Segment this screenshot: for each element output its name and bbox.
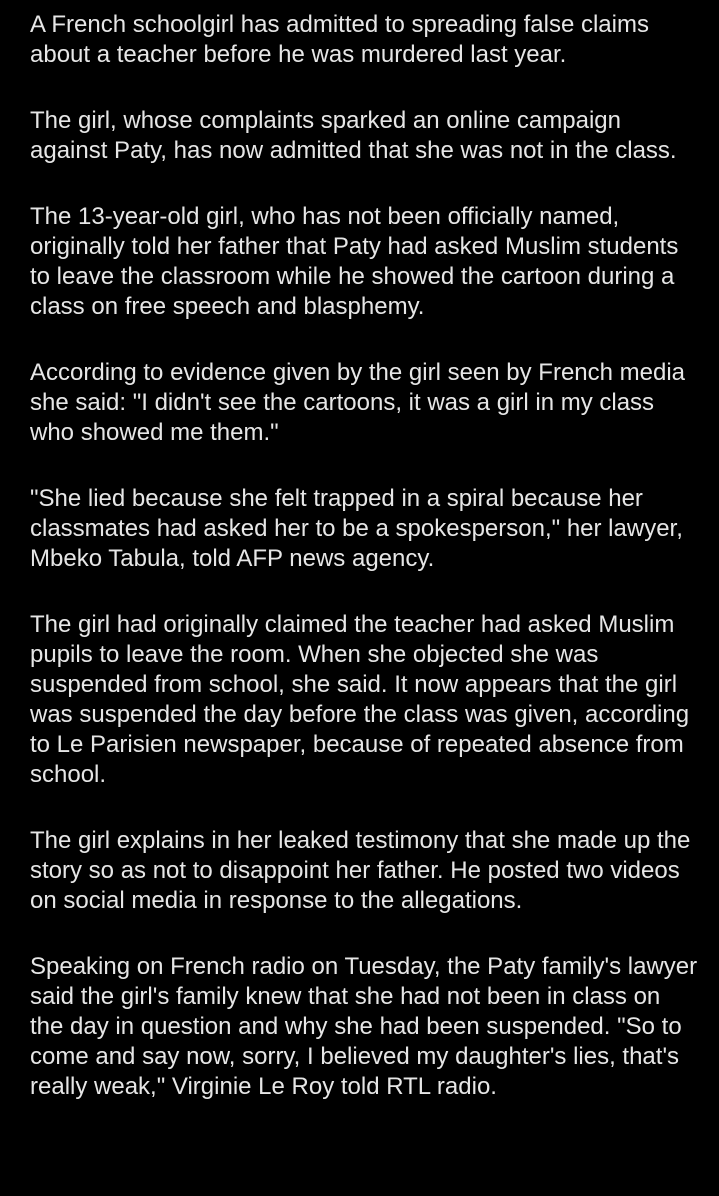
article-paragraph-2: The girl, whose complaints sparked an online campaign against Paty, has now admitted that she was not in the class. (30, 107, 677, 164)
article-paragraph-5: "She lied because she felt trapped in a spiral because her classmates had asked her to be a spokesperson," her lawyer, Mbeko Tabula, told AFP news agency. (30, 485, 683, 572)
article-paragraph-4: According to evidence given by the girl seen by French media she said: "I didn't see the cartoons, it was a girl in my class who showed me them." (30, 359, 686, 446)
article-paragraph-8: Speaking on French radio on Tuesday, the Paty family's lawyer said the girl's family knew that she had not been in class on the day in question and why she had been suspended. "So to come and say now, sorry, I believed my daughter's lies, that's really weak," Virginie Le Roy told RTL radio. (30, 953, 698, 1100)
article-paragraph-1: A French schoolgirl has admitted to spreading false claims about a teacher before he was murdered last year. (30, 11, 649, 68)
article-paragraph-7: The girl explains in her leaked testimony that she made up the story so as not to disappoint her father. He posted two videos on social media in response to the allegations. (30, 827, 691, 914)
article-paragraph-6: The girl had originally claimed the teacher had asked Muslim pupils to leave the room. When she objected she was suspended from school, she said. It now appears that the girl was suspended the day before the class was given, according to Le Parisien newspaper, because of repeated absence from school. (30, 611, 690, 788)
article-paragraph-3: The 13-year-old girl, who has not been officially named, originally told her father that Paty had asked Muslim students to leave the classroom while he showed the cartoon during a class on free speech and blasphemy. (30, 203, 679, 320)
